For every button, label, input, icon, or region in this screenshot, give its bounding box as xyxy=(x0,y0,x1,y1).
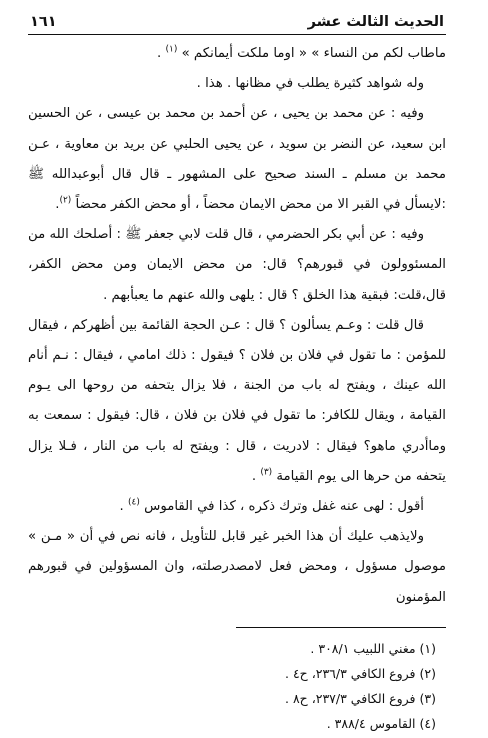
footnote-marker: (٤) xyxy=(128,497,140,508)
body-text xyxy=(28,39,446,613)
paragraph xyxy=(28,311,446,492)
paragraph-end: . xyxy=(119,499,129,515)
paragraph-text: أقول : لهى عنه غفل وترك ذكره ، كذا في القاموس xyxy=(144,499,424,515)
footnote-marker: (١) xyxy=(165,44,178,55)
footnote-marker: (٢) xyxy=(59,195,72,206)
paragraph-text: قال قلت : وعـم يسألون ؟ قال : عـن الحجة القائمة بين أظهركم ، فيقال للمؤمن : ما تقول في فلان بن فلان ؟ فيقول : ذلك امامي ، فيقال : نـم أنام الله عينك ، ويفتح له باب من الجنة ، فلا يزال يتحفه من روحها الى يـوم القيامة ، ويقال للكافر: ما تقول في فلان بن فلان ، قال: فيقول : سمعت به وماأدري ماهو؟ فيقال : لادريت ، قال : ويفتح له باب من النار ، فـلا يزال يتحفه من حرها الى يوم القيامة xyxy=(28,317,446,484)
page-number: ١٦١ xyxy=(30,14,57,30)
paragraph-end: . xyxy=(55,197,60,213)
paragraph-text: وفيه : عن محمد بن يحيى ، عن أحمد بن محمد بن عيسى ، عن الحسين ابن سعيد، عن النضر بن سويد ، عن يحيى الحلبي عن بريد بن معاوية ، عـن محمد بن مسلم ـ السند صحيح على المشهور ـ قال قال أبوعبدالله ﷺ :لايسأل في القبر الا من محض الايمان محضاً ، أو محض الكفر محضاً xyxy=(28,106,446,213)
footnote-item: (١) مغني اللبيب ٣٠٨/١ . xyxy=(310,640,436,656)
paragraph-text: ولايذهب عليك أن هذا الخبر غير قابل للتأويل ، فانه نص في أن « مـن » موصول مسؤول ، ومحض فعل لامصدرصلته، وان المسؤولين في قبورهم المؤمنون xyxy=(28,529,446,605)
paragraph xyxy=(28,492,446,522)
header-rule xyxy=(28,34,446,35)
paragraph-end: . xyxy=(251,468,261,484)
footnote-rule xyxy=(236,627,446,628)
paragraph xyxy=(28,522,446,613)
footnote-item: (٢) فروع الكافي ٢٣٦/٣، ح٤ . xyxy=(285,665,436,681)
header-title: الحديث الثالث عشر xyxy=(307,14,444,30)
paragraph-end: . xyxy=(156,46,166,61)
paragraph-text: وله شواهد كثيرة يطلب في مظانها . هذا . xyxy=(196,76,424,92)
footnote-item: (٤) القاموس ٣٨٨/٤ . xyxy=(326,715,436,731)
paragraph-text: ماطاب لكم من النساء » « اوما ملكت أيمانكم » xyxy=(181,46,446,61)
running-header xyxy=(28,14,446,34)
paragraph xyxy=(28,220,446,311)
paragraph xyxy=(28,99,446,220)
paragraph xyxy=(28,69,446,99)
footnote-item: (٣) فروع الكافي ٢٣٧/٣، ح٨ . xyxy=(285,690,436,706)
paragraph xyxy=(28,39,446,69)
paragraph-text: وفيه : عن أبي بكر الحضرمي ، قال قلت لابي جعفر ﷺ : أصلحك الله من المسئوولون في قبورهم؟ قال: من محض الايمان ومن محض الكفر، قال،قلت: فبقية هذا الخلق ؟ قال : يلهى والله عنهم ما يعبأبهم . xyxy=(28,227,446,303)
footnotes xyxy=(28,636,446,736)
footnote-marker: (٣) xyxy=(260,467,273,478)
